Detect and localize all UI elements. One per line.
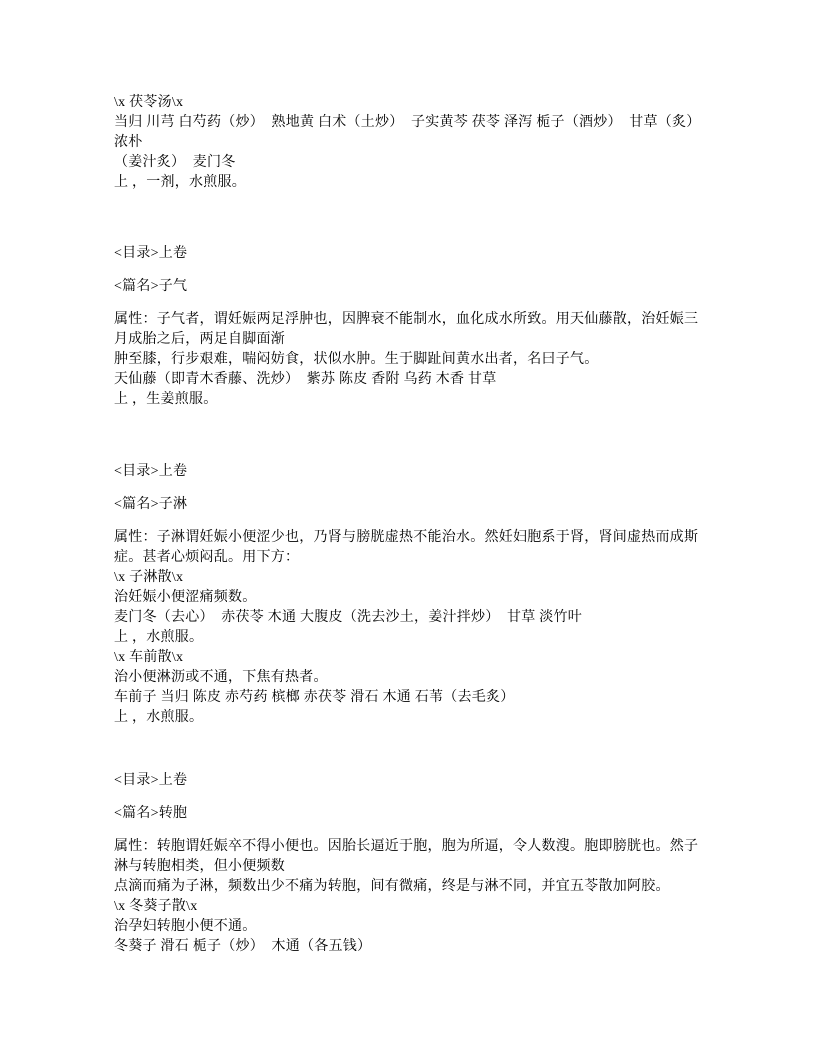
blank-line	[114, 791, 761, 804]
ingredients-line: 麦门冬（去心） 赤茯苓 木通 大腹皮（洗去沙土，姜汁拌炒） 甘草 淡竹叶	[114, 610, 582, 625]
formula-marker-line: \x 子淋散\x	[114, 570, 184, 585]
body-line: 淋与转胞相类，但小便频数	[114, 859, 285, 874]
blank-line	[114, 297, 761, 310]
body-line: 属性：子气者，谓妊娠两足浮肿也，因脾衰不能制水，血化成水所致。用天仙藤散，治妊娠三	[114, 312, 699, 327]
ingredients-line: （姜汁炙） 麦门冬	[114, 155, 236, 170]
indication-line: 治孕妇转胞小便不通。	[114, 919, 257, 934]
ingredients-line: 车前子 当归 陈皮 赤芍药 槟榔 赤茯苓 滑石 木通 石苇（去毛炙）	[114, 690, 515, 705]
usage-line: 上 ，水煎服。	[114, 630, 204, 645]
ingredients-line: 冬葵子 滑石 栀子（炒） 木通（各五钱）	[114, 939, 372, 954]
formula-marker-line: \x 茯苓汤\x	[114, 95, 184, 110]
toc-heading: <目录>上卷	[114, 246, 188, 261]
blank-line	[114, 264, 761, 277]
section-zi-lin	[114, 462, 761, 728]
indication-line: 治小便淋沥或不通，下焦有热者。	[114, 670, 328, 685]
chapter-title: <篇名>子淋	[114, 497, 188, 512]
ingredients-line: 浓朴	[114, 135, 143, 150]
toc-heading: <目录>上卷	[114, 464, 188, 479]
indication-line: 治妊娠小便涩痛频数。	[114, 590, 257, 605]
usage-line: 上 ，一剂，水煎服。	[114, 175, 246, 190]
body-line: 属性：转胞谓妊娠卒不得小便也。因胎长逼近于胞，胞为所逼，令人数溲。胞即膀胱也。然子	[114, 839, 699, 854]
blank-line	[114, 824, 761, 837]
body-line: 点滴而痛为子淋，频数出少不痛为转胞，间有微痛，终是与淋不同，并宜五苓散加阿胶。	[114, 879, 670, 894]
blank-line	[114, 515, 761, 528]
body-line: 症。甚者心烦闷乱。用下方：	[114, 550, 300, 565]
ingredients-line: 当归 川芎 白芍药（炒） 熟地黄 白术（土炒） 子实黄芩 茯苓 泽泻 栀子（酒炒） 甘草（炙）	[114, 115, 701, 130]
formula-marker-line: \x 车前散\x	[114, 650, 184, 665]
blank-line	[114, 482, 761, 495]
usage-line: 上 ，水煎服。	[114, 710, 204, 725]
section-zi-qi	[114, 244, 761, 410]
usage-line: 上 ，生姜煎服。	[114, 392, 218, 407]
body-line: 月成胎之后，两足自脚面渐	[114, 332, 285, 347]
section-fuling-tang	[114, 93, 761, 193]
chapter-title: <篇名>子气	[114, 279, 188, 294]
chapter-title: <篇名>转胞	[114, 806, 188, 821]
body-line: 属性：子淋谓妊娠小便涩少也，乃肾与膀胱虚热不能治水。然妊妇胞系于肾，肾间虚热而成斯	[114, 530, 699, 545]
toc-heading: <目录>上卷	[114, 773, 188, 788]
section-zhuan-bao	[114, 771, 761, 957]
body-line: 肿至膝，行步艰难，喘闷妨食，状似水肿。生于脚趾间黄水出者，名曰子气。	[114, 352, 599, 367]
ingredients-line: 天仙藤（即青木香藤、洗炒） 紫苏 陈皮 香附 乌药 木香 甘草	[114, 372, 497, 387]
formula-marker-line: \x 冬葵子散\x	[114, 899, 198, 914]
